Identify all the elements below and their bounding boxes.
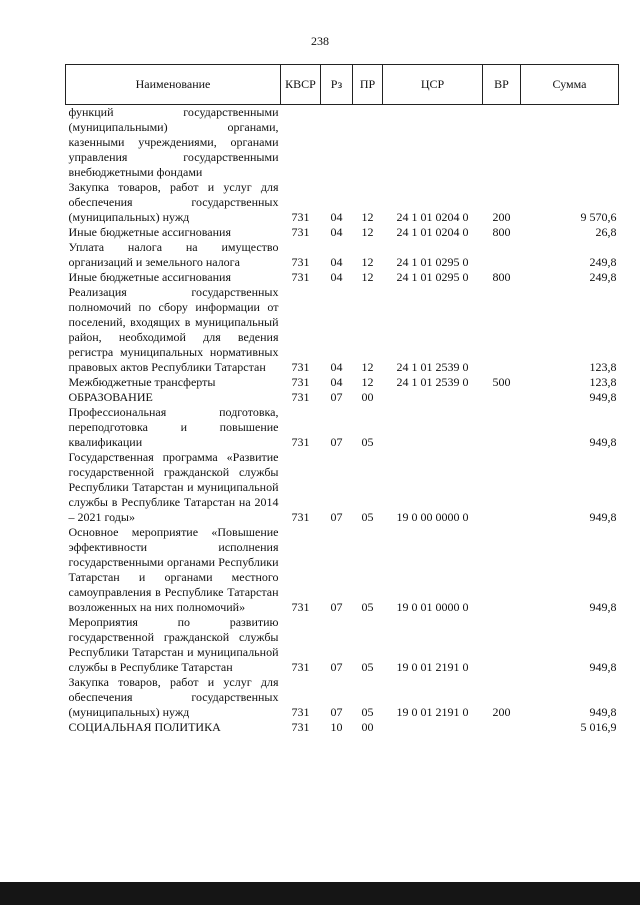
- cell-rz: 04: [330, 210, 343, 224]
- cell-csr: 24 1 01 0204 0: [396, 225, 469, 239]
- cell-vr: [483, 285, 521, 375]
- cell-rz: 07: [330, 705, 343, 719]
- cell-csr: 19 0 00 0000 0: [396, 510, 469, 524]
- cell-rz: 10: [330, 720, 343, 734]
- cell-name: Закупка товаров, работ и услуг для обеспечения государственных (муниципальных) нужд: [68, 180, 279, 224]
- cell-vr: 800: [492, 270, 511, 284]
- table-row: [66, 525, 619, 615]
- cell-csr: [383, 390, 483, 405]
- cell-pr: 12: [361, 210, 374, 224]
- header-pr: ПР: [353, 65, 383, 105]
- cell-rz: 07: [330, 660, 343, 674]
- scan-bottom-edge: [0, 882, 640, 905]
- cell-name: СОЦИАЛЬНАЯ ПОЛИТИКА: [68, 720, 221, 734]
- cell-csr: 19 0 01 0000 0: [396, 600, 469, 614]
- cell-pr: 05: [361, 510, 374, 524]
- cell-kvsr: 731: [291, 720, 310, 734]
- cell-csr: 19 0 01 2191 0: [396, 705, 469, 719]
- cell-kvsr: 731: [291, 360, 310, 374]
- cell-pr: 12: [361, 270, 374, 284]
- cell-rz: [321, 105, 353, 181]
- cell-vr: [483, 390, 521, 405]
- table-row: [66, 225, 619, 240]
- cell-sum: 26,8: [595, 225, 617, 239]
- table-row: [66, 675, 619, 720]
- cell-sum: 949,8: [589, 660, 617, 674]
- table-row: [66, 270, 619, 285]
- cell-sum: 949,8: [589, 600, 617, 614]
- cell-kvsr: 731: [291, 210, 310, 224]
- cell-csr: 19 0 01 2191 0: [396, 660, 469, 674]
- cell-kvsr: 731: [291, 390, 310, 404]
- header-kvsr: КВСР: [281, 65, 321, 105]
- cell-rz: 07: [330, 600, 343, 614]
- cell-pr: 12: [361, 360, 374, 374]
- cell-pr: 12: [361, 225, 374, 239]
- header-rz: Рз: [321, 65, 353, 105]
- cell-name: Государственная программа «Развитие государственной гражданской службы Республики Татарстан и муниципальной службы в Республике Татарстан на 2014 – 2021 годы»: [68, 450, 279, 524]
- cell-vr: [483, 105, 521, 181]
- table-body: [66, 105, 619, 736]
- cell-kvsr: 731: [291, 255, 310, 269]
- cell-vr: [483, 615, 521, 675]
- cell-sum: 949,8: [589, 390, 617, 404]
- header-csr: ЦСР: [383, 65, 483, 105]
- cell-rz: 04: [330, 360, 343, 374]
- cell-kvsr: 731: [291, 510, 310, 524]
- cell-pr: 12: [361, 375, 374, 389]
- cell-pr: 00: [361, 390, 374, 404]
- cell-vr: [483, 240, 521, 270]
- cell-pr: 05: [361, 435, 374, 449]
- table-row: [66, 615, 619, 675]
- cell-sum: 123,8: [589, 375, 617, 389]
- cell-vr: 200: [492, 705, 511, 719]
- cell-name: функций государственными (муниципальными) органами, казенными учреждениями, органами управления государственными внебюджетными фондами: [68, 105, 279, 179]
- table-row: [66, 390, 619, 405]
- cell-name: Профессиональная подготовка, переподготовка и повышение квалификации: [68, 405, 279, 449]
- cell-csr: 24 1 01 2539 0: [396, 375, 469, 389]
- cell-kvsr: 731: [291, 225, 310, 239]
- table-row: [66, 105, 619, 181]
- cell-name: Межбюджетные трансферты: [68, 375, 216, 389]
- cell-kvsr: 731: [291, 270, 310, 284]
- cell-vr: [483, 450, 521, 525]
- table-row: [66, 285, 619, 375]
- cell-pr: [353, 105, 383, 181]
- cell-rz: 04: [330, 375, 343, 389]
- cell-kvsr: 731: [291, 660, 310, 674]
- cell-vr: 200: [492, 210, 511, 224]
- cell-vr: [483, 720, 521, 735]
- cell-kvsr: 731: [291, 705, 310, 719]
- cell-name: Иные бюджетные ассигнования: [68, 225, 231, 239]
- cell-rz: 07: [330, 435, 343, 449]
- cell-sum: 249,8: [589, 255, 617, 269]
- cell-name: ОБРАЗОВАНИЕ: [68, 390, 153, 404]
- cell-name: Мероприятия по развитию государственной гражданской службы Республики Татарстан и муниципальной службы в Республике Татарстан: [68, 615, 279, 674]
- cell-csr: [383, 105, 483, 181]
- cell-pr: 05: [361, 600, 374, 614]
- cell-rz: 04: [330, 255, 343, 269]
- table-header: [66, 65, 619, 105]
- cell-name: Закупка товаров, работ и услуг для обеспечения государственных (муниципальных) нужд: [68, 675, 279, 719]
- cell-vr: 800: [492, 225, 511, 239]
- cell-csr: 24 1 01 2539 0: [396, 360, 469, 374]
- cell-csr: [383, 720, 483, 735]
- cell-pr: 05: [361, 705, 374, 719]
- table-row: [66, 240, 619, 270]
- cell-sum: [521, 105, 619, 181]
- cell-csr: 24 1 01 0295 0: [396, 270, 469, 284]
- cell-vr: 500: [492, 375, 511, 389]
- page-number: 238: [311, 34, 329, 48]
- cell-kvsr: 731: [291, 600, 310, 614]
- header-sum: Сумма: [521, 65, 619, 105]
- cell-kvsr: [281, 105, 321, 181]
- cell-name: Иные бюджетные ассигнования: [68, 270, 231, 284]
- cell-sum: 9 570,6: [580, 210, 617, 224]
- cell-name: Основное мероприятие «Повышение эффективности исполнения государственными органами Республики Татарстан и органами местного самоуправления в Республике Татарстан возложенных на них полномочий»: [68, 525, 279, 614]
- cell-name: Уплата налога на имущество организаций и земельного налога: [68, 240, 279, 269]
- cell-pr: 12: [361, 255, 374, 269]
- cell-csr: 24 1 01 0204 0: [396, 210, 469, 224]
- cell-sum: 249,8: [589, 270, 617, 284]
- table-row: [66, 375, 619, 390]
- cell-name: Реализация государственных полномочий по сбору информации от поселений, входящих в муниципальный район, необходимой для ведения регистра муниципальных нормативных правовых актов Республики Татарстан: [68, 285, 279, 374]
- budget-table: [65, 64, 619, 735]
- table-row: [66, 720, 619, 735]
- cell-csr: [383, 405, 483, 450]
- cell-csr: 24 1 01 0295 0: [396, 255, 469, 269]
- cell-rz: 04: [330, 270, 343, 284]
- cell-vr: [483, 525, 521, 615]
- cell-sum: 949,8: [589, 510, 617, 524]
- cell-rz: 07: [330, 510, 343, 524]
- cell-vr: [483, 405, 521, 450]
- cell-kvsr: 731: [291, 375, 310, 389]
- cell-pr: 05: [361, 660, 374, 674]
- cell-sum: 123,8: [589, 360, 617, 374]
- cell-rz: 04: [330, 225, 343, 239]
- cell-sum: 5 016,9: [580, 720, 617, 734]
- table-row: [66, 405, 619, 450]
- cell-sum: 949,8: [589, 705, 617, 719]
- header-vr: ВР: [483, 65, 521, 105]
- table-row: [66, 180, 619, 225]
- table-row: [66, 450, 619, 525]
- cell-sum: 949,8: [589, 435, 617, 449]
- header-name: Наименование: [66, 65, 281, 105]
- cell-kvsr: 731: [291, 435, 310, 449]
- cell-pr: 00: [361, 720, 374, 734]
- cell-rz: 07: [330, 390, 343, 404]
